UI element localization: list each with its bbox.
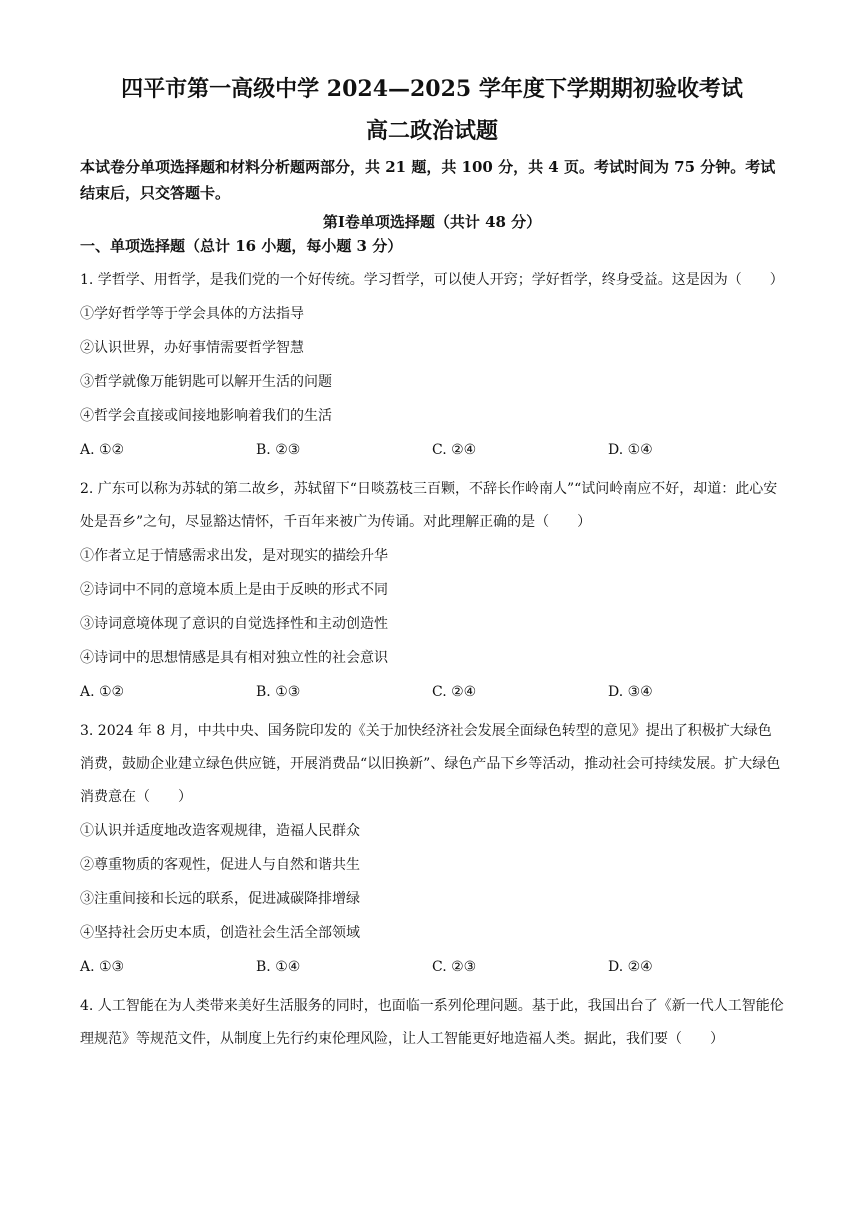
question-stem: 4. 人工智能在为人类带来美好生活服务的同时，也面临一系列伦理问题。基于此，我国出台了《新一代人工智能伦理规范》等规范文件，从制度上先行约束伦理风险，让人工智能更好地造福人类。据此，我们要（ ） xyxy=(80,998,784,1047)
question-1 xyxy=(80,264,784,467)
answer-choices xyxy=(80,950,784,984)
statement-option: ④哲学会直接或间接地影响着我们的生活 xyxy=(80,408,332,424)
choice-c: C. ②④ xyxy=(432,684,477,700)
part1-title: 第Ⅰ卷单项选择题（共计 48 分） xyxy=(322,213,542,231)
choice-c: C. ②③ xyxy=(432,959,477,975)
statement-option: ④诗词中的思想情感是具有相对独立性的社会意识 xyxy=(80,650,388,666)
statement-option: ④坚持社会历史本质，创造社会生活全部领域 xyxy=(80,925,360,941)
choice-b: B. ①③ xyxy=(256,684,301,700)
statement-option: ③注重间接和长远的联系，促进减碳降排增绿 xyxy=(80,891,360,907)
choice-a: A. ①③ xyxy=(80,959,125,975)
exam-instructions: 本试卷分单项选择题和材料分析题两部分，共 21 题，共 100 分，共 4 页。考试时间为 75 分钟。考试结束后，只交答题卡。 xyxy=(80,158,776,202)
question-3 xyxy=(80,715,784,984)
question-2 xyxy=(80,473,784,709)
statement-option: ①作者立足于情感需求出发，是对现实的描绘升华 xyxy=(80,548,388,564)
choice-a: A. ①② xyxy=(80,442,125,458)
answer-choices xyxy=(80,675,784,709)
exam-page xyxy=(80,72,784,1056)
choice-d: D. ②④ xyxy=(608,959,653,975)
statement-option: ①学好哲学等于学会具体的方法指导 xyxy=(80,306,304,322)
choice-b: B. ①④ xyxy=(256,959,301,975)
section-title: 一、单项选择题（总计 16 小题，每小题 3 分） xyxy=(80,237,403,255)
question-4 xyxy=(80,990,784,1056)
statement-option: ①认识并适度地改造客观规律，造福人民群众 xyxy=(80,823,360,839)
statement-option: ②尊重物质的客观性，促进人与自然和谐共生 xyxy=(80,857,360,873)
question-stem: 2. 广东可以称为苏轼的第二故乡，苏轼留下“日啖荔枝三百颗，不辞长作岭南人”“试问岭南应不好，却道：此心安处是吾乡”之句，尽显豁达情怀，千百年来被广为传诵。对此理解正确的是（ ） xyxy=(80,481,778,530)
question-stem: 3. 2024 年 8 月，中共中央、国务院印发的《关于加快经济社会发展全面绿色转型的意见》提出了积极扩大绿色消费，鼓励企业建立绿色供应链，开展消费品“以旧换新”、绿色产品下乡等活动，推动社会可持续发展。扩大绿色消费意在（ ） xyxy=(80,723,781,805)
statement-option: ②诗词中不同的意境本质上是由于反映的形式不同 xyxy=(80,582,388,598)
choice-b: B. ②③ xyxy=(256,442,301,458)
choice-a: A. ①② xyxy=(80,684,125,700)
choice-d: D. ③④ xyxy=(608,684,653,700)
exam-title: 四平市第一高级中学 2024—2025 学年度下学期期初验收考试 xyxy=(121,76,743,102)
question-stem: 1. 学哲学、用哲学，是我们党的一个好传统。学习哲学，可以使人开窍；学好哲学，终身受益。这是因为（ ） xyxy=(80,272,784,288)
statement-option: ③诗词意境体现了意识的自觉选择性和主动创造性 xyxy=(80,616,388,632)
answer-choices xyxy=(80,433,784,467)
choice-c: C. ②④ xyxy=(432,442,477,458)
statement-option: ②认识世界，办好事情需要哲学智慧 xyxy=(80,340,304,356)
statement-option: ③哲学就像万能钥匙可以解开生活的问题 xyxy=(80,374,332,390)
choice-d: D. ①④ xyxy=(608,442,653,458)
exam-subtitle: 高二政治试题 xyxy=(365,118,498,144)
